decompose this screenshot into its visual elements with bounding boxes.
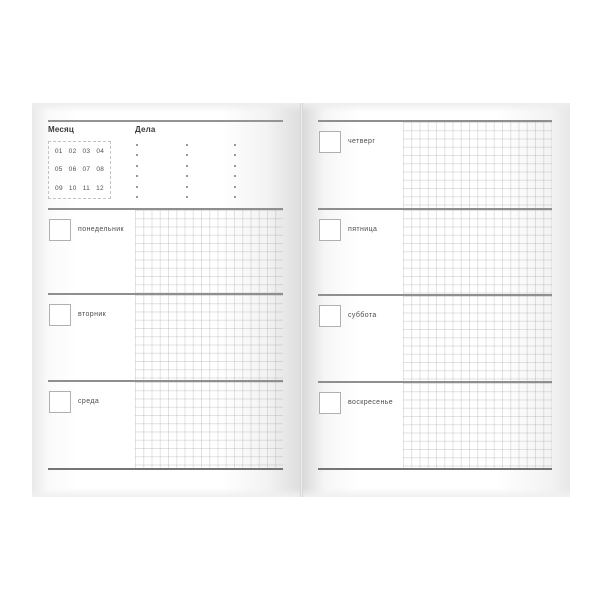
bullet-dot	[136, 144, 138, 146]
day-label-thursday: четверг	[348, 138, 376, 145]
bullet-dot	[234, 154, 236, 156]
bullet-dot	[186, 144, 188, 146]
month-cell-10[interactable]: 10	[68, 185, 77, 193]
day-section-sunday	[318, 381, 552, 468]
month-cell-09[interactable]: 09	[55, 185, 63, 193]
day-section-friday	[318, 208, 552, 294]
bullet-dot	[136, 196, 138, 198]
day-label-saturday: суббота	[348, 312, 377, 319]
month-cell-03[interactable]: 03	[82, 147, 91, 155]
month-cell-11[interactable]: 11	[82, 185, 91, 193]
day-section-wednesday	[48, 380, 283, 468]
month-cell-01[interactable]: 01	[54, 147, 63, 155]
month-cell-04[interactable]: 04	[96, 147, 105, 155]
grid-paper-tuesday[interactable]	[135, 295, 283, 380]
bullet-dot	[136, 165, 138, 167]
bullet-dot	[186, 165, 188, 167]
left-page-bottom-rule	[48, 468, 283, 470]
month-label: Месяц	[48, 125, 75, 134]
month-cell-07[interactable]: 07	[82, 166, 91, 174]
day-checkbox-wednesday[interactable]	[49, 391, 71, 413]
bullet-dot	[234, 175, 236, 177]
day-checkbox-thursday[interactable]	[319, 131, 341, 153]
day-checkbox-saturday[interactable]	[319, 305, 341, 327]
month-row-1	[55, 148, 104, 155]
month-cell-12[interactable]: 12	[96, 185, 104, 193]
planner-book	[32, 103, 570, 497]
month-grid	[48, 141, 111, 199]
bullet-dot	[234, 186, 236, 188]
bullet-dot	[136, 175, 138, 177]
day-section-saturday	[318, 294, 552, 381]
day-label-monday: понедельник	[78, 226, 125, 233]
left-page	[32, 103, 300, 497]
day-label-friday: пятница	[348, 226, 378, 233]
bullet-dot	[234, 196, 236, 198]
tasks-bullet-column-1	[136, 144, 138, 206]
day-checkbox-friday[interactable]	[319, 219, 341, 241]
grid-paper-saturday[interactable]	[403, 296, 552, 381]
grid-paper-monday[interactable]	[135, 210, 283, 293]
right-page-bottom-rule	[318, 468, 552, 470]
day-label-wednesday: среда	[78, 398, 100, 405]
day-checkbox-tuesday[interactable]	[49, 304, 71, 326]
day-checkbox-monday[interactable]	[49, 219, 71, 241]
bullet-dot	[186, 186, 188, 188]
bullet-dot	[234, 144, 236, 146]
tasks-bullet-column-2	[186, 144, 188, 206]
day-label-sunday: воскресенье	[348, 399, 394, 406]
bullet-dot	[186, 154, 188, 156]
month-cell-02[interactable]: 02	[68, 147, 77, 155]
bullet-dot	[234, 165, 236, 167]
day-checkbox-sunday[interactable]	[319, 392, 341, 414]
tasks-label: Дела	[135, 125, 156, 134]
grid-paper-friday[interactable]	[403, 210, 552, 294]
grid-paper-wednesday[interactable]	[135, 382, 283, 468]
day-label-tuesday: вторник	[78, 311, 107, 318]
month-cell-06[interactable]: 06	[68, 166, 77, 174]
month-row-3	[55, 185, 104, 192]
tasks-bullet-column-3	[234, 144, 236, 206]
bullet-dot	[186, 196, 188, 198]
bullet-dot	[186, 175, 188, 177]
day-section-thursday	[318, 120, 552, 208]
day-section-monday	[48, 208, 283, 293]
grid-paper-thursday[interactable]	[403, 122, 552, 208]
right-page	[303, 103, 570, 497]
bullet-dot	[136, 186, 138, 188]
grid-paper-sunday[interactable]	[403, 383, 552, 468]
bullet-dot	[136, 154, 138, 156]
day-section-tuesday	[48, 293, 283, 380]
month-cell-05[interactable]: 05	[54, 166, 63, 174]
month-cell-08[interactable]: 08	[96, 166, 105, 174]
month-row-2	[55, 166, 104, 173]
